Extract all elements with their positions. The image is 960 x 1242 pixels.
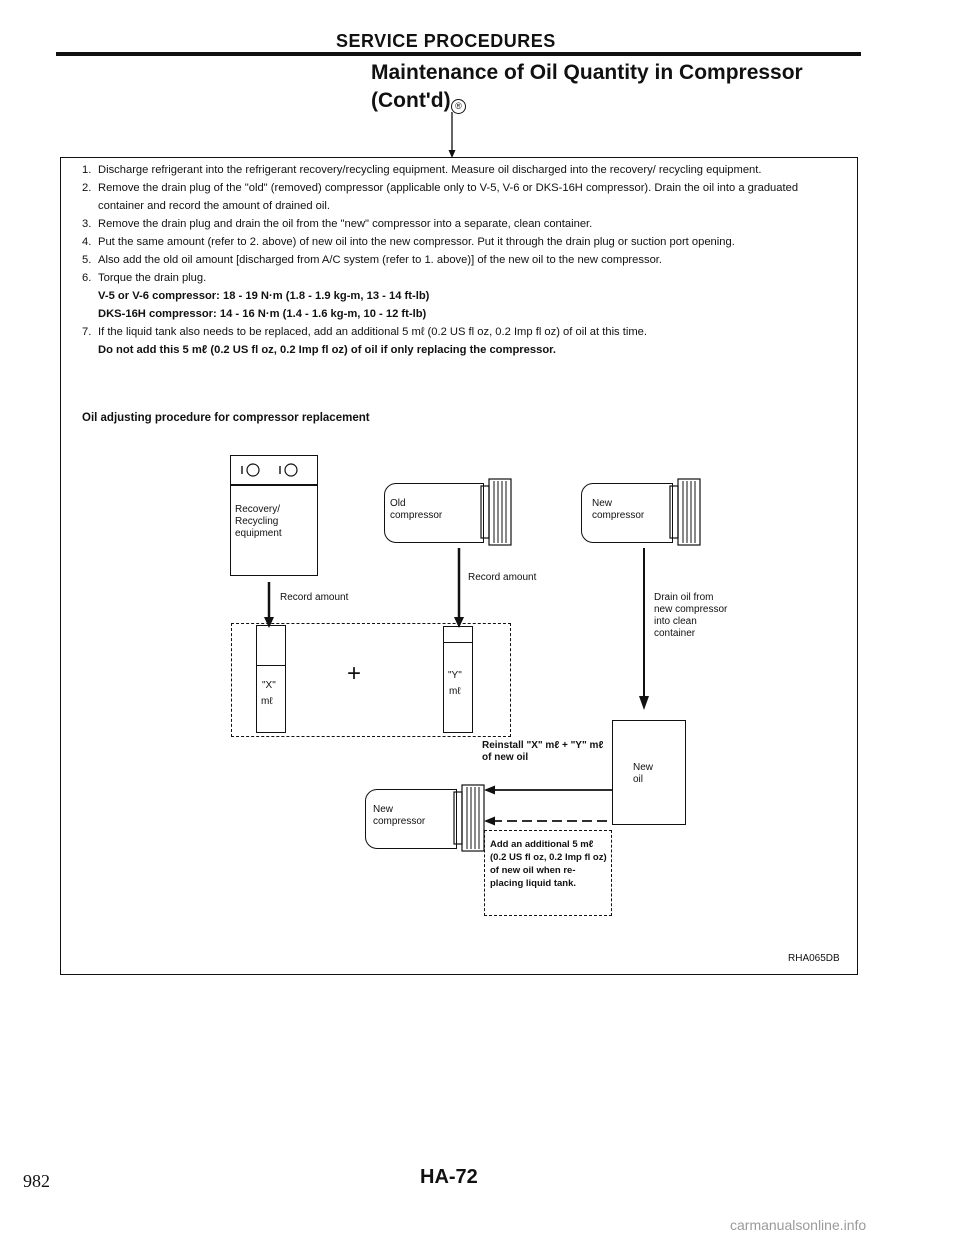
step-number: 3. — [82, 218, 92, 230]
step-item — [82, 269, 842, 323]
drain-oil-label: Drain oil from new compressor into clean container — [654, 592, 728, 639]
container-x-label: "X" — [262, 680, 276, 691]
record-arrow-mid-icon — [452, 548, 466, 628]
step-item — [82, 323, 842, 359]
header-rule — [56, 52, 861, 56]
step-number: 6. — [82, 272, 92, 284]
watermark: carmanualsonline.info — [730, 1217, 867, 1233]
page-heading-line-1: Maintenance of Oil Quantity in Compressor — [371, 61, 803, 84]
liquid-tank-warning: Do not add this 5 mℓ (0.2 US fl oz, 0.2 Imp fl oz) of oil if only replacing the compressor. — [98, 344, 556, 356]
step-number: 4. — [82, 236, 92, 248]
step-item — [82, 215, 842, 233]
record-amount-mid-label: Record amount — [468, 572, 537, 583]
fill-arrow-dashed-icon — [484, 815, 612, 827]
step-text: Discharge refrigerant into the refrigerant recovery/recycling equipment. Measure oil discharged into the recovery/ recycling equipment. — [98, 164, 762, 176]
fill-arrow-solid-icon — [484, 784, 612, 796]
section-title: SERVICE PROCEDURES — [336, 31, 556, 51]
step-text: Put the same amount (refer to 2. above) of new oil into the new compressor. Put it through the drain plug or suction port opening. — [98, 236, 735, 248]
figure-code: RHA065DB — [788, 953, 840, 964]
new-compressor-top-clutch-icon — [669, 478, 703, 546]
step-number: 5. — [82, 254, 92, 266]
plus-sign: + — [347, 660, 362, 687]
container-y-level — [443, 642, 472, 643]
page-code: HA-72 — [420, 1166, 478, 1188]
step-text: If the liquid tank also needs to be replaced, add an additional 5 mℓ (0.2 US fl oz, 0.2 Imp fl oz) of oil at this time. — [98, 326, 647, 338]
heading-down-arrow-icon — [446, 112, 458, 158]
additional-oil-note: Add an additional 5 mℓ (0.2 US fl oz, 0.2 Imp fl oz) of new oil when re-placing liquid tank. — [490, 839, 607, 889]
recovery-equipment-label: Recovery/ Recycling equipment — [235, 504, 282, 539]
record-arrow-left-icon — [262, 582, 276, 628]
procedure-steps — [82, 161, 842, 359]
reinstall-label: Reinstall "X" mℓ + "Y" mℓ of new oil — [482, 740, 604, 763]
drain-arrow-icon — [637, 548, 651, 710]
new-compressor-bottom-label: New compressor — [373, 804, 426, 827]
new-compressor-bottom-clutch-icon — [453, 784, 487, 852]
container-y-label: "Y" — [448, 670, 462, 681]
step-number: 2. — [82, 182, 92, 194]
container-x-unit: mℓ — [261, 696, 273, 707]
page-heading — [371, 59, 803, 115]
step-text: Torque the drain plug. — [98, 272, 207, 284]
old-compressor-clutch-icon — [480, 478, 514, 546]
torque-spec-dks16h: DKS-16H compressor: 14 - 16 N·m (1.4 - 1.6 kg-m, 10 - 12 ft-lb) — [98, 308, 427, 320]
record-amount-left-label: Record amount — [280, 592, 349, 603]
oil-procedure-title: Oil adjusting procedure for compressor replacement — [82, 412, 370, 424]
step-text: Remove the drain plug of the "old" (removed) compressor (applicable only to V-5, V-6 or DKS-16H compressor). Drain the oil into a graduated container and record the amount of drained oil. — [98, 182, 799, 212]
step-number: 7. — [82, 326, 92, 338]
step-text: Remove the drain plug and drain the oil from the "new" compressor into a separate, clean container. — [98, 218, 593, 230]
new-compressor-top-label: New compressor — [592, 498, 645, 521]
page-number: 982 — [23, 1171, 50, 1191]
container-x-level — [256, 665, 285, 666]
step-item — [82, 233, 842, 251]
step-item — [82, 161, 842, 179]
container-y-unit: mℓ — [449, 686, 461, 697]
registered-mark-icon: ® — [451, 99, 466, 114]
step-item — [82, 251, 842, 269]
page-heading-line-2: (Cont'd) — [371, 89, 451, 112]
step-number: 1. — [82, 164, 92, 176]
new-oil-label: New oil — [633, 762, 654, 785]
step-item — [82, 179, 842, 215]
step-text: Also add the old oil amount [discharged from A/C system (refer to 1. above)] of the new oil to the new compressor. — [98, 254, 663, 266]
old-compressor-label: Old compressor — [390, 498, 443, 521]
gauge-icon — [236, 461, 306, 479]
torque-spec-v5-v6: V-5 or V-6 compressor: 18 - 19 N·m (1.8 - 1.9 kg-m, 13 - 14 ft-lb) — [98, 290, 430, 302]
container-x — [256, 625, 286, 733]
